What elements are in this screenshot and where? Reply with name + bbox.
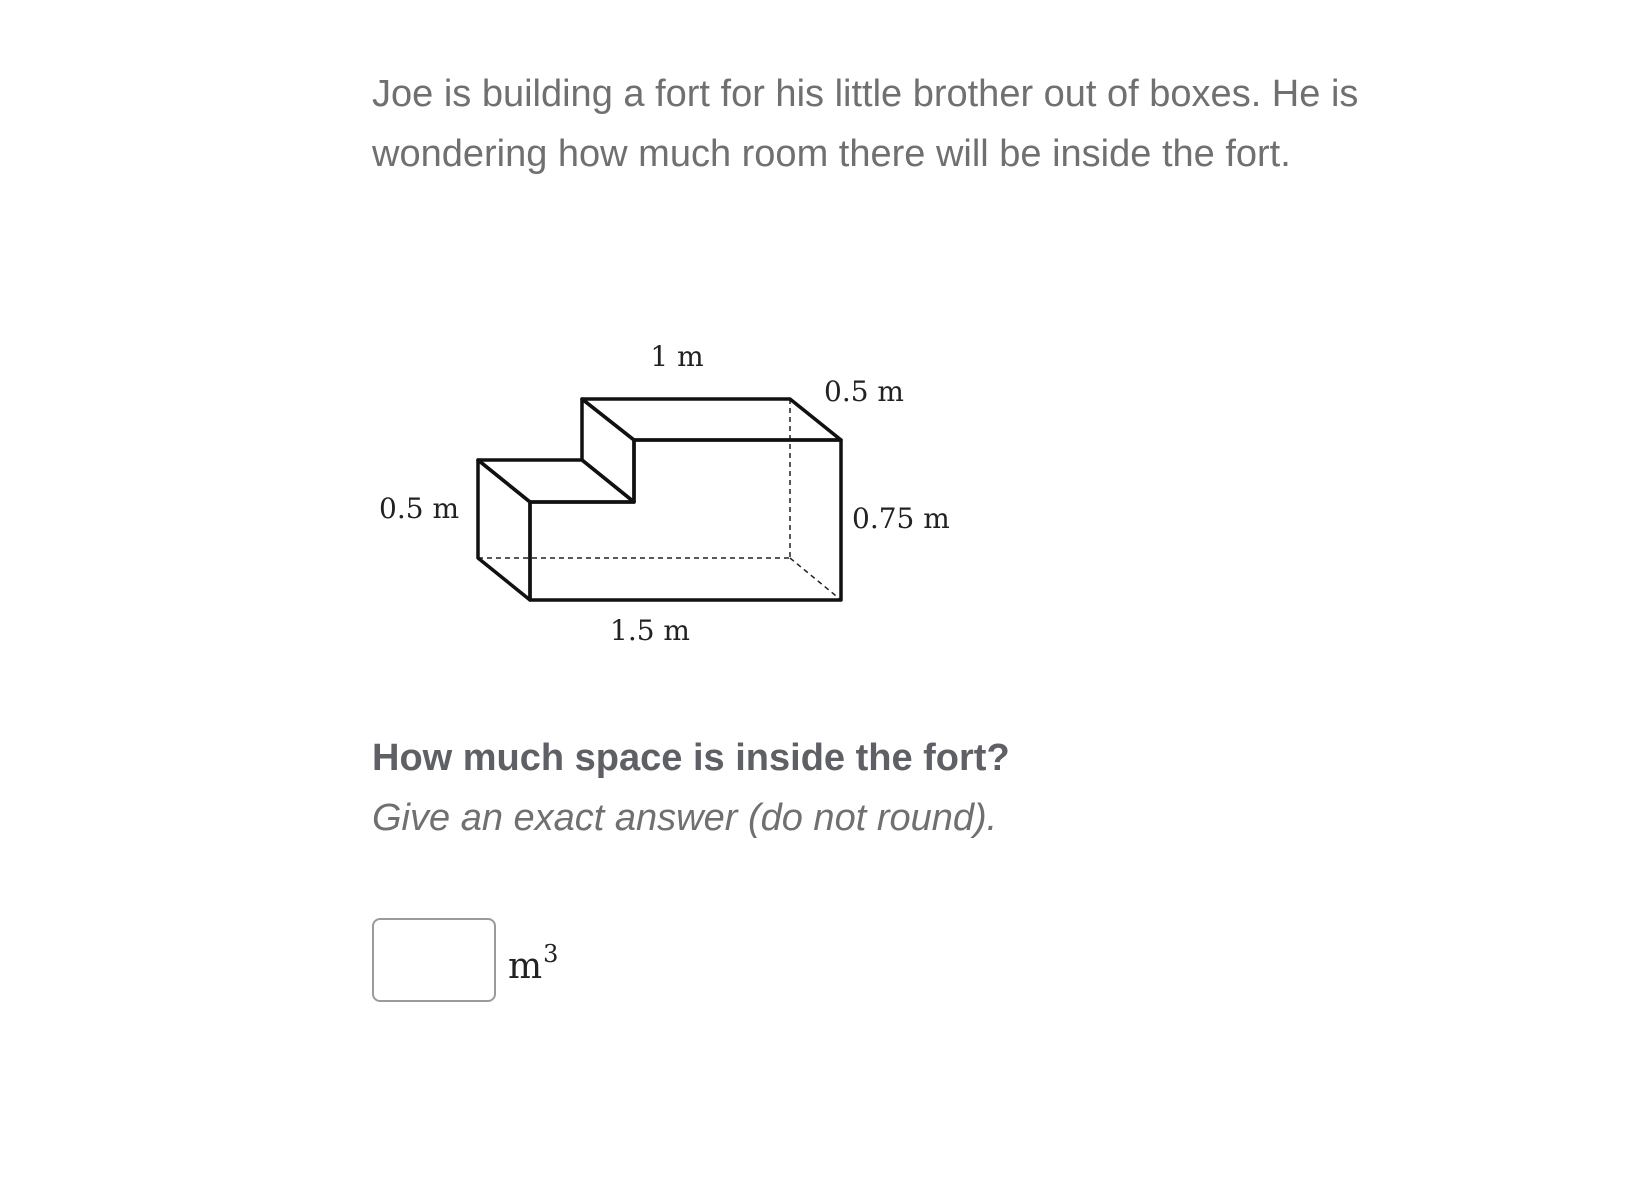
unit-exponent: 3	[543, 940, 559, 968]
left-side-face	[478, 460, 530, 600]
label-left-height: 0.5 m	[379, 492, 459, 525]
hidden-edges	[478, 399, 841, 600]
step-riser	[582, 399, 634, 502]
question-hint: Give an exact answer (do not round).	[372, 797, 998, 839]
fort-diagram	[370, 330, 970, 660]
unit-base: m	[508, 946, 543, 987]
label-top-length: 1 m	[650, 340, 704, 373]
label-top-depth: 0.5 m	[824, 375, 904, 408]
front-face	[530, 440, 841, 600]
hidden-edge-back-depth	[790, 558, 841, 600]
answer-input[interactable]	[372, 918, 496, 1002]
high-top-face	[582, 399, 841, 440]
answer-row	[372, 918, 558, 1002]
label-right-height: 0.75 m	[852, 502, 950, 535]
answer-unit	[508, 934, 558, 987]
fort-diagram-svg	[370, 330, 970, 660]
question-prompt: How much space is inside the fort?	[372, 737, 1010, 779]
problem-statement: Joe is building a fort for his little brother out of boxes. He is wondering how much room there will be inside the fort.	[372, 73, 1359, 175]
visible-edges	[478, 399, 841, 600]
label-bottom-length: 1.5 m	[610, 614, 690, 647]
